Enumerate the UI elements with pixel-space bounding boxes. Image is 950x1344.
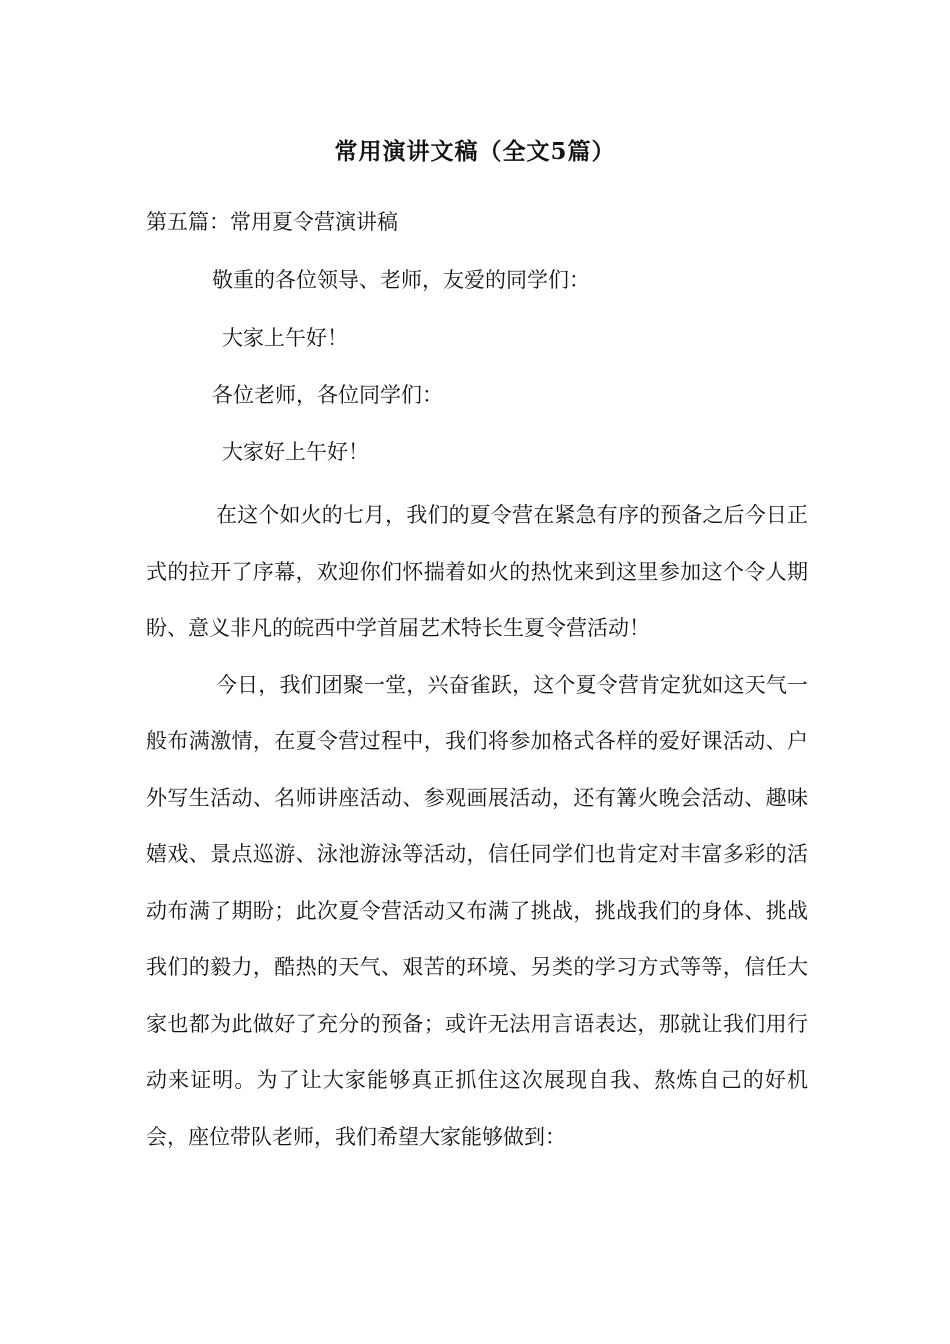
greeting-line-2: 大家上午好！ — [222, 326, 348, 350]
greeting-line-4: 大家好上午好！ — [222, 440, 369, 464]
greeting-line-3: 各位老师，各位同学们： — [212, 383, 443, 407]
document-title: 常用演讲文稿（全文5篇） — [334, 138, 616, 165]
paragraph: 在这个如火的七月，我们的夏令营在紧急有序的预备之后今日正式的拉开了序幕，欢迎你们怀揣着如火的热忱来到这里参加这个令人期盼、意义非凡的皖西中学首届艺术特长生夏令营活动！ — [146, 503, 808, 640]
body-text — [146, 487, 808, 1165]
section-heading: 第五篇：常用夏令营演讲稿 — [146, 210, 398, 234]
greeting-line-1: 敬重的各位领导、老师，友爱的同学们： — [212, 268, 590, 292]
paragraph: 今日，我们团聚一堂，兴奋雀跃，这个夏令营肯定犹如这天气一般布满激情，在夏令营过程中，我们将参加格式各样的爱好课活动、户外写生活动、名师讲座活动、参观画展活动，还有篝火晚会活动、趣味嬉戏、景点巡游、泳池游泳等活动，信任同学们也肯定对丰富多彩的活动布满了期盼；此次夏令营活动又布满了挑战，挑战我们的身体、挑战我们的毅力，酷热的天气、艰苦的环境、另类的学习方式等等，信任大家也都为此做好了充分的预备；或许无法用言语表达，那就让我们用行动来证明。为了让大家能够真正抓住这次展现自我、熬炼自己的好机会，座位带队老师，我们希望大家能够做到： — [146, 672, 808, 1149]
